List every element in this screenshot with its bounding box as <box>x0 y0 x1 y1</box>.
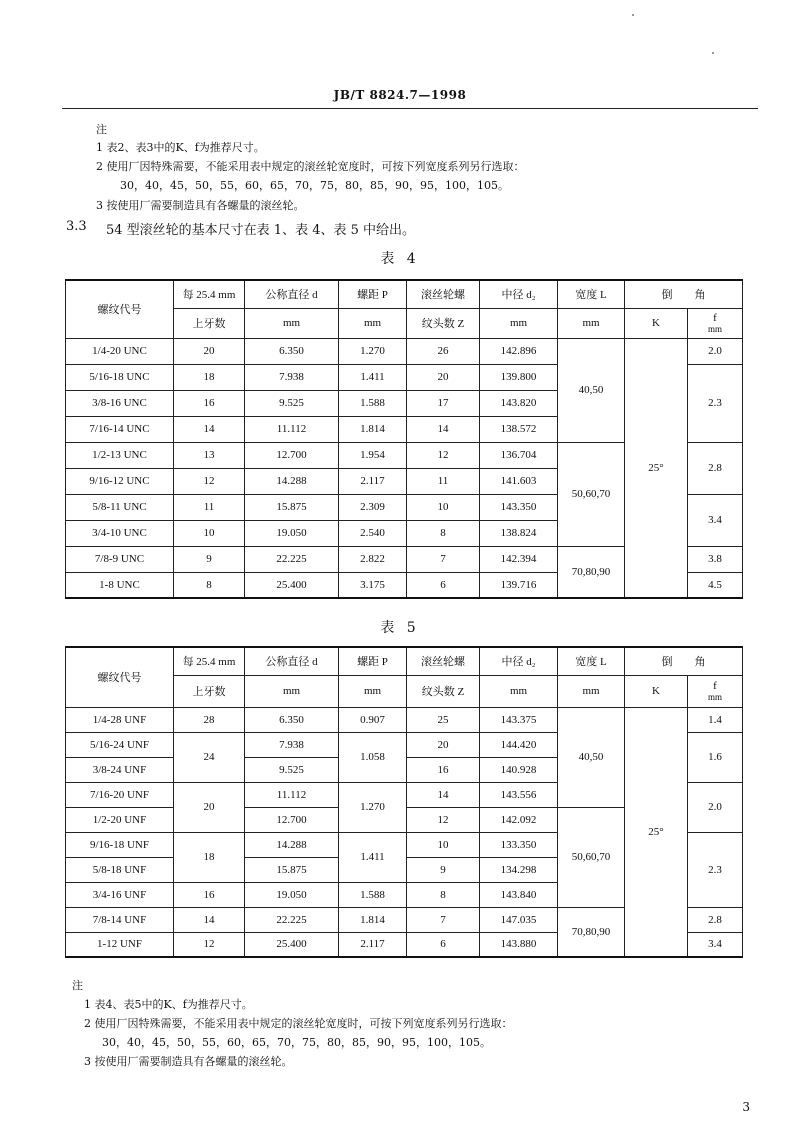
table5-thread-cell: 3/4-16 UNF <box>66 882 174 907</box>
table4-header-tpi-2: 上牙数 <box>174 308 245 338</box>
table5-f-cell: 2.3 <box>688 832 743 907</box>
table5-tpi-cell: 14 <box>174 907 245 932</box>
table5-header-width: 宽度 L <box>558 647 625 675</box>
table4-width-cell: 50,60,70 <box>558 442 625 546</box>
table5-f-cell: 1.4 <box>688 707 743 732</box>
table4-cell: 5/16-18 UNC <box>66 364 174 390</box>
table4-cell: 16 <box>174 390 245 416</box>
table4-cell: 136.704 <box>480 442 558 468</box>
table5-mid-cell: 143.880 <box>480 932 558 957</box>
table4-cell: 22.225 <box>245 546 339 572</box>
table4-cell: 138.572 <box>480 416 558 442</box>
table4-cell: 15.875 <box>245 494 339 520</box>
table4-cell: 1.411 <box>339 364 407 390</box>
table4-header-heads: 滚丝轮螺 <box>407 280 480 308</box>
table5-heads-cell: 16 <box>407 757 480 782</box>
table5-nominal-cell: 25.400 <box>245 932 339 957</box>
table4-cell: 3/4-10 UNC <box>66 520 174 546</box>
table5-pitch-cell: 1.058 <box>339 732 407 782</box>
table5-nominal-cell: 9.525 <box>245 757 339 782</box>
table5-header-tpi-2: 上牙数 <box>174 675 245 707</box>
table4-header-pitch-unit: mm <box>339 308 407 338</box>
table4-k-cell: 25° <box>625 338 688 598</box>
table4-cell: 26 <box>407 338 480 364</box>
table5-header-heads: 滚丝轮螺 <box>407 647 480 675</box>
table5-mid-cell: 147.035 <box>480 907 558 932</box>
table4-f-cell: 4.5 <box>688 572 743 598</box>
table4-header-tpi: 每 25.4 mm <box>174 280 245 308</box>
table5-mid-cell: 144.420 <box>480 732 558 757</box>
table5-thread-cell: 3/8-24 UNF <box>66 757 174 782</box>
table4-cell: 11.112 <box>245 416 339 442</box>
notes-bottom-item2-values: 30，40，45，50，55，60，65，70，75，80，85，90，95，100，105。 <box>102 1036 491 1049</box>
table4-header-k: K <box>625 308 688 338</box>
table5-header-width-unit: mm <box>558 675 625 707</box>
table4-cell: 142.896 <box>480 338 558 364</box>
table5-f-cell: 3.4 <box>688 932 743 957</box>
notes-top-item2-values: 30，40，45，50，55，60，65，70，75，80，85，90，95，100，105。 <box>120 179 509 192</box>
table5-nominal-cell: 7.938 <box>245 732 339 757</box>
table5-mid-cell: 143.375 <box>480 707 558 732</box>
table4-header-pitch: 螺距 P <box>339 280 407 308</box>
table4-cell: 7/16-14 UNC <box>66 416 174 442</box>
table5-header-mid: 中径 d₂ <box>480 647 558 675</box>
table4-header-heads-2: 纹头数 Z <box>407 308 480 338</box>
table4 <box>65 279 743 599</box>
table5-header-heads-2: 纹头数 Z <box>407 675 480 707</box>
table5-pitch-cell: 2.117 <box>339 932 407 957</box>
table5-nominal-cell: 15.875 <box>245 857 339 882</box>
table5-header-mid-unit: mm <box>480 675 558 707</box>
table5-thread-cell: 7/8-14 UNF <box>66 907 174 932</box>
table4-cell: 1.588 <box>339 390 407 416</box>
table5-heads-cell: 20 <box>407 732 480 757</box>
table4-cell: 19.050 <box>245 520 339 546</box>
table4-header-mid-unit: mm <box>480 308 558 338</box>
table4-cell: 14 <box>174 416 245 442</box>
table5-heads-cell: 6 <box>407 932 480 957</box>
table4-cell: 5/8-11 UNC <box>66 494 174 520</box>
table5-header-thread: 螺纹代号 <box>66 647 174 707</box>
table4-cell: 139.800 <box>480 364 558 390</box>
header-rule <box>62 108 758 109</box>
table5-header-nominal-unit: mm <box>245 675 339 707</box>
table4-header-width: 宽度 L <box>558 280 625 308</box>
table4-cell: 10 <box>407 494 480 520</box>
page-number: 3 <box>742 1100 750 1114</box>
table4-f-cell: 2.0 <box>688 338 743 364</box>
table5-tpi-cell: 28 <box>174 707 245 732</box>
table4-cell: 11 <box>174 494 245 520</box>
table5-header-f <box>688 675 743 707</box>
section-text: 54 型滚丝轮的基本尺寸在表 1、表 4、表 5 中给出。 <box>106 223 416 238</box>
table5-thread-cell: 5/8-18 UNF <box>66 857 174 882</box>
table4-cell: 139.716 <box>480 572 558 598</box>
table4-f-cell: 2.8 <box>688 442 743 494</box>
table4-cell: 143.350 <box>480 494 558 520</box>
notes-top-title: 注 <box>96 123 107 136</box>
table5-mid-cell: 133.350 <box>480 832 558 857</box>
table4-header-f <box>688 308 743 338</box>
table5-tpi-cell: 12 <box>174 932 245 957</box>
table5-header-k: K <box>625 675 688 707</box>
table4-cell: 20 <box>174 338 245 364</box>
table5-pitch-cell: 0.907 <box>339 707 407 732</box>
table5-pitch-cell: 1.588 <box>339 882 407 907</box>
table5-nominal-cell: 19.050 <box>245 882 339 907</box>
notes-top-item1: 1 表2、表3中的K、f为推荐尺寸。 <box>96 141 265 154</box>
table4-cell: 2.117 <box>339 468 407 494</box>
table5-thread-cell: 1/2-20 UNF <box>66 807 174 832</box>
table5-nominal-cell: 22.225 <box>245 907 339 932</box>
notes-top-item2: 2 使用厂因特殊需要，不能采用表中规定的滚丝轮宽度时，可按下列宽度系列另行选取： <box>96 160 525 173</box>
table4-header-f-symbol: f <box>713 312 717 324</box>
notes-bottom-item3: 3 按使用厂需要制造具有各螺量的滚丝轮。 <box>84 1055 293 1068</box>
table5-nominal-cell: 6.350 <box>245 707 339 732</box>
table5-thread-cell: 1-12 UNF <box>66 932 174 957</box>
table5-nominal-cell: 12.700 <box>245 807 339 832</box>
table5-tpi-cell: 20 <box>174 782 245 832</box>
table5-f-cell: 2.0 <box>688 782 743 832</box>
table4-header-width-unit: mm <box>558 308 625 338</box>
table5-header-pitch-unit: mm <box>339 675 407 707</box>
table4-cell: 12 <box>407 442 480 468</box>
table5-heads-cell: 12 <box>407 807 480 832</box>
table4-cell: 14 <box>407 416 480 442</box>
section-number: 3.3 <box>66 219 87 234</box>
table5-header-nominal: 公称直径 d <box>245 647 339 675</box>
table4-cell: 1.954 <box>339 442 407 468</box>
table5-heads-cell: 9 <box>407 857 480 882</box>
table5-k-cell: 25° <box>625 707 688 957</box>
table4-cell: 7.938 <box>245 364 339 390</box>
table4-cell: 6 <box>407 572 480 598</box>
table5-mid-cell: 143.840 <box>480 882 558 907</box>
table5-header-chamfer: 倒 角 <box>625 647 743 675</box>
table4-cell: 138.824 <box>480 520 558 546</box>
table4-cell: 1/4-20 UNC <box>66 338 174 364</box>
notes-bottom-item1: 1 表4、表5中的K、f为推荐尺寸。 <box>84 998 253 1011</box>
table5-tpi-cell: 18 <box>174 832 245 882</box>
table5-header-f-symbol: f <box>713 680 717 692</box>
table4-cell: 143.820 <box>480 390 558 416</box>
table4-cell: 6.350 <box>245 338 339 364</box>
table5-header-f-unit: mm <box>707 692 722 702</box>
table5-pitch-cell: 1.411 <box>339 832 407 882</box>
table4-f-cell: 2.3 <box>688 364 743 442</box>
table5-caption: 表 5 <box>380 620 420 636</box>
scan-speck <box>632 14 634 16</box>
table4-cell: 20 <box>407 364 480 390</box>
table5-heads-cell: 25 <box>407 707 480 732</box>
table4-f-cell: 3.4 <box>688 494 743 546</box>
table5-thread-cell: 9/16-18 UNF <box>66 832 174 857</box>
table4-cell: 10 <box>174 520 245 546</box>
table4-header-f-unit: mm <box>707 324 722 334</box>
notes-bottom-item2: 2 使用厂因特殊需要，不能采用表中规定的滚丝轮宽度时，可按下列宽度系列另行选取： <box>84 1017 513 1030</box>
table4-cell: 12.700 <box>245 442 339 468</box>
table5-heads-cell: 10 <box>407 832 480 857</box>
notes-bottom-title: 注 <box>72 979 83 992</box>
table4-cell: 18 <box>174 364 245 390</box>
table5-width-cell: 70,80,90 <box>558 907 625 957</box>
table5-mid-cell: 134.298 <box>480 857 558 882</box>
table5-header-pitch: 螺距 P <box>339 647 407 675</box>
table4-cell: 9/16-12 UNC <box>66 468 174 494</box>
table4-cell: 9.525 <box>245 390 339 416</box>
table4-cell: 3.175 <box>339 572 407 598</box>
table4-header-chamfer: 倒 角 <box>625 280 743 308</box>
notes-top-item3: 3 按使用厂需要制造具有各螺量的滚丝轮。 <box>96 199 305 212</box>
table4-cell: 2.309 <box>339 494 407 520</box>
table5-mid-cell: 142.092 <box>480 807 558 832</box>
table5-nominal-cell: 11.112 <box>245 782 339 807</box>
table5-heads-cell: 14 <box>407 782 480 807</box>
table4-cell: 3/8-16 UNC <box>66 390 174 416</box>
table4-cell: 7/8-9 UNC <box>66 546 174 572</box>
table4-cell: 13 <box>174 442 245 468</box>
table5-thread-cell: 5/16-24 UNF <box>66 732 174 757</box>
table4-cell: 141.603 <box>480 468 558 494</box>
table5-nominal-cell: 14.288 <box>245 832 339 857</box>
table4-cell: 1.270 <box>339 338 407 364</box>
table4-cell: 8 <box>407 520 480 546</box>
table5-heads-cell: 8 <box>407 882 480 907</box>
scan-speck <box>712 52 714 54</box>
table5-f-cell: 1.6 <box>688 732 743 782</box>
table4-header-nominal-unit: mm <box>245 308 339 338</box>
table5-heads-cell: 7 <box>407 907 480 932</box>
table5-tpi-cell: 24 <box>174 732 245 782</box>
table4-cell: 12 <box>174 468 245 494</box>
document-header: JB/T 8824.7—1998 <box>333 88 467 102</box>
table5-header-tpi: 每 25.4 mm <box>174 647 245 675</box>
table4-f-cell: 3.8 <box>688 546 743 572</box>
table4-width-cell: 70,80,90 <box>558 546 625 598</box>
table4-cell: 1/2-13 UNC <box>66 442 174 468</box>
table4-cell: 2.822 <box>339 546 407 572</box>
table5-tpi-cell: 16 <box>174 882 245 907</box>
table4-cell: 1.814 <box>339 416 407 442</box>
table5-mid-cell: 140.928 <box>480 757 558 782</box>
table5 <box>65 646 743 958</box>
table4-header-nominal: 公称直径 d <box>245 280 339 308</box>
table5-mid-cell: 143.556 <box>480 782 558 807</box>
table4-width-cell: 40,50 <box>558 338 625 442</box>
table4-cell: 2.540 <box>339 520 407 546</box>
table5-width-cell: 40,50 <box>558 707 625 807</box>
table4-cell: 142.394 <box>480 546 558 572</box>
table4-cell: 25.400 <box>245 572 339 598</box>
table5-thread-cell: 7/16-20 UNF <box>66 782 174 807</box>
table4-cell: 8 <box>174 572 245 598</box>
table4-header-mid: 中径 d₂ <box>480 280 558 308</box>
table4-cell: 14.288 <box>245 468 339 494</box>
table4-cell: 11 <box>407 468 480 494</box>
table4-cell: 1-8 UNC <box>66 572 174 598</box>
table5-width-cell: 50,60,70 <box>558 807 625 907</box>
table4-cell: 9 <box>174 546 245 572</box>
table5-pitch-cell: 1.270 <box>339 782 407 832</box>
table4-cell: 17 <box>407 390 480 416</box>
table5-pitch-cell: 1.814 <box>339 907 407 932</box>
table4-cell: 7 <box>407 546 480 572</box>
table4-caption: 表 4 <box>380 251 420 267</box>
table5-thread-cell: 1/4-28 UNF <box>66 707 174 732</box>
table5-f-cell: 2.8 <box>688 907 743 932</box>
table4-header-thread: 螺纹代号 <box>66 280 174 338</box>
